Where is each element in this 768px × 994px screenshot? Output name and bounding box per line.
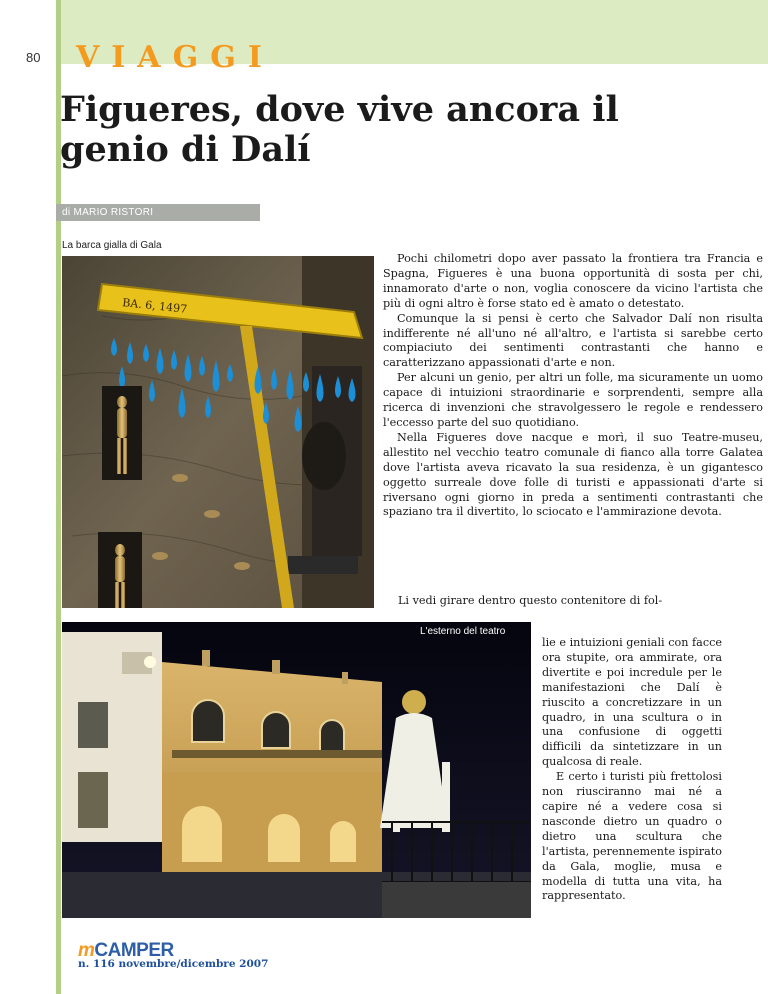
- article-body-narrow: [542, 636, 722, 904]
- article-body-top: [383, 252, 763, 520]
- logo-mark: m: [78, 940, 95, 961]
- sign-text: BA. 6, 1497: [121, 296, 188, 316]
- paragraph: Comunque la si pensi è certo che Salvador Dalí non risulta indifferente né all'uno né all'altro, e l'artista si sarebbe certo compiaciuto dei sentimenti contrastanti che hanno e caratterizzano appassionati d'arte e non.: [383, 311, 763, 370]
- page-number: 80: [26, 50, 41, 65]
- issue-info: n. 116 novembre/dicembre 2007: [78, 958, 269, 970]
- paragraph: lie e intuizioni geniali con facce ora stupite, ora ammirate, ora divertite e poi incredule per le manifestazioni che Dalí è riuscito a concretizzare in un quadro, in una scultura o in una confusione di oggetti difficili da sintetizzare in un qualcosa di reale.: [542, 636, 722, 769]
- photo-yellow-boat: [62, 256, 374, 608]
- byline: di MARIO RISTORI: [56, 204, 260, 221]
- paragraph: Nella Figueres dove nacque e morì, il suo Teatre-museu, allestito nel vecchio teatro comunale di fianco alla torre Galatea dove l'artista aveva ricavato la sua residenza, è un gigantesco oggetto surreale dove folle di turisti e appassionati d'arte si riversano ogni giorno in preda a sentimenti contrastanti che spaziano tra il divertito, lo sciocato e l'ammirazione devota.: [383, 430, 763, 519]
- paragraph: Per alcuni un genio, per altri un folle, ma sicuramente un uomo capace di intuizioni straordinarie e sorprendenti, sempre alla ricerca di invenzioni che stravolgessero le regole e rendessero l'eccesso parte del suo quotidiano.: [383, 371, 763, 429]
- photo-theatre-exterior: [62, 622, 531, 918]
- photo2-caption: L'esterno del teatro: [420, 626, 506, 637]
- logo-text: CAMPER: [94, 940, 174, 961]
- paragraph: Pochi chilometri dopo aver passato la frontiera tra Francia e Spagna, Figueres è una buona opportunità di sosta per chi, innamorato d'arte o non, voglia conoscere da vicino l'artista che più di ogni altro è forse stato ed è amato o detestato.: [383, 252, 763, 310]
- article-title: Figueres, dove vive ancora il genio di Dalí: [60, 89, 619, 170]
- section-title: VIAGGI: [76, 40, 274, 75]
- paragraph: E certo i turisti più frettolosi non riusciranno mai né a capire né a vedere cosa si nasconde dietro un quadro o dietro una scultura che l'artista, perennemente ispirato da Gala, moglie, musa e modella di tutta una vita, ha rappresentato.: [542, 770, 722, 903]
- paragraph-start: Li vedi girare dentro questo contenitore di fol-: [398, 594, 663, 607]
- photo1-caption: La barca gialla di Gala: [62, 240, 162, 251]
